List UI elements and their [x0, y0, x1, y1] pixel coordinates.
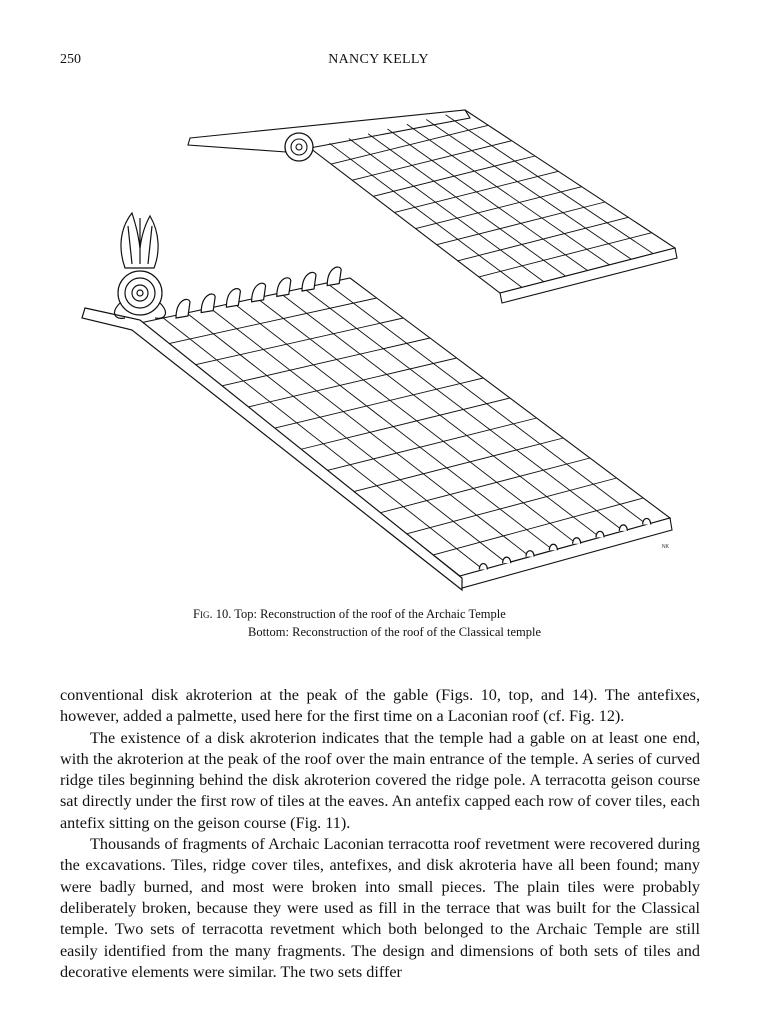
figure-caption-bottom: Bottom: Reconstruction of the roof of the Classical temple	[248, 625, 541, 639]
paragraph: conventional disk akroterion at the peak of the gable (Figs. 10, top, and 14). The antefixes, however, added a palmette, used here for the first time on a Laconian roof (cf. Fig. 12).	[60, 686, 700, 726]
body-text	[60, 685, 700, 983]
figure-10	[70, 98, 690, 598]
page-number: 250	[60, 52, 81, 67]
archaic-roof-drawing	[188, 110, 677, 303]
running-head: NANCY KELLY	[328, 52, 429, 67]
artist-initials: NK	[662, 544, 669, 550]
palmette-akroterion	[115, 213, 166, 318]
figure-caption-top: Top: Reconstruction of the roof of the Archaic Temple	[234, 607, 506, 621]
paragraph: Thousands of fragments of Archaic Laconian terracotta roof revetment were recovered during the excavations. Tiles, ridge cover tiles, antefixes, and disk akroteria have all been found; many were badly burned, and most were broken into small pieces. The plain tiles were probably deliberately broken, because they were used as fill in the terrace that was built for the Classical temple. Two sets of terracotta revetment which both belonged to the Archaic Temple are still easily identified from the many fragments. The design and dimensions of both sets of tiles and decorative elements were similar. The two sets differ	[60, 835, 700, 981]
figure-caption-line-1	[193, 607, 506, 622]
paragraph: The existence of a disk akroterion indicates that the temple had a gable on at least one end, with the akroterion at the peak of the roof over the main entrance of the temple. A series of curved ridge tiles beginning behind the disk akroterion covered the ridge pole. A terracotta geison course sat directly under the first row of tiles at the eaves. An antefix capped each row of cover tiles, each antefix sitting on the geison course (Fig. 11).	[60, 728, 700, 832]
figure-caption-label: Fig. 10.	[193, 607, 232, 621]
